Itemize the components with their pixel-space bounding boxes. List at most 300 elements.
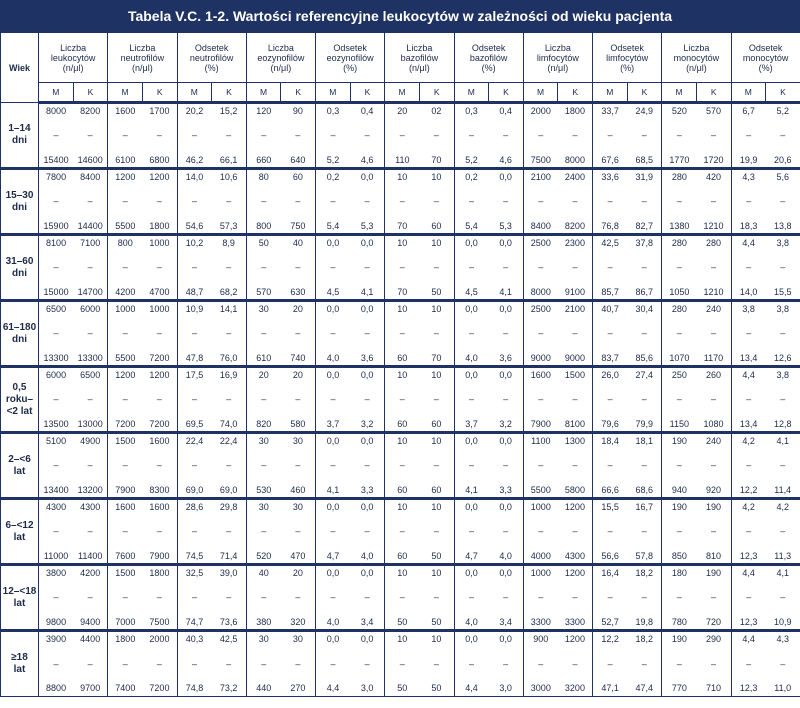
range-dash: – [641, 460, 647, 470]
range-min: 190 [671, 634, 687, 644]
column-group-header-line: bazofilów [400, 52, 439, 63]
range-dash: – [503, 592, 509, 602]
range-min: 4400 [80, 634, 101, 644]
range-dash: – [780, 658, 786, 669]
range-min: 10 [397, 501, 408, 512]
range-dash: – [87, 262, 93, 272]
range-max: 14600 [77, 154, 103, 165]
value-cell [385, 235, 420, 301]
value-cell [419, 169, 454, 235]
range-max: 8100 [564, 418, 585, 429]
age-group-label: lat [13, 597, 26, 609]
range-min: 29,8 [219, 501, 238, 512]
range-max: 20,6 [773, 154, 792, 165]
male-subheader: M [593, 83, 628, 103]
range-dash: – [469, 658, 475, 669]
range-max: 54,6 [185, 220, 204, 231]
range-max: 9100 [564, 286, 585, 297]
range-max: 4200 [115, 286, 136, 297]
age-group-cell [1, 367, 39, 433]
range-dash: – [433, 658, 439, 669]
range-dash: – [226, 262, 232, 272]
range-min: 0,0 [465, 237, 478, 248]
column-group-header-line: Odsetek [748, 42, 783, 53]
range-min: 10 [431, 435, 442, 446]
range-dash: – [710, 394, 716, 404]
range-min: 7100 [80, 237, 101, 248]
value-cell [593, 235, 628, 301]
range-dash: – [607, 328, 613, 338]
range-min: 18,2 [635, 567, 653, 578]
range-dash: – [53, 526, 59, 536]
range-dash: – [710, 592, 716, 602]
range-min: 40 [292, 237, 303, 248]
column-group-header-line: (n/μl) [409, 62, 430, 73]
value-cell [523, 433, 558, 499]
range-min: 10 [431, 303, 442, 314]
range-min: 0,0 [499, 237, 512, 248]
value-cell [108, 103, 143, 169]
range-min: 6000 [46, 369, 67, 380]
female-subheader: K [696, 83, 731, 103]
male-subheader: M [731, 83, 766, 103]
range-min: 1800 [115, 634, 136, 644]
range-dash: – [192, 658, 198, 669]
range-min: 10 [397, 567, 408, 578]
range-max: 60 [431, 220, 442, 231]
value-cell [523, 169, 558, 235]
range-max: 13,4 [739, 352, 758, 363]
range-max: 12,3 [739, 616, 758, 627]
range-max: 660 [256, 154, 272, 165]
range-max: 8200 [564, 220, 585, 231]
range-dash: – [746, 526, 752, 536]
age-group-label: 61–180 [2, 321, 37, 333]
range-min: 570 [705, 105, 721, 116]
range-min: 1800 [564, 105, 585, 116]
range-max: 70 [397, 286, 408, 297]
range-max: 12,8 [773, 418, 792, 429]
range-max: 1800 [149, 220, 170, 231]
range-max: 8000 [530, 286, 551, 297]
range-dash: – [433, 592, 439, 602]
value-cell [39, 565, 74, 631]
value-cell [142, 169, 177, 235]
value-cell [108, 433, 143, 499]
range-dash: – [122, 394, 128, 404]
range-dash: – [469, 262, 475, 272]
range-max: 4,0 [499, 550, 512, 561]
value-cell [489, 367, 524, 433]
value-cell [142, 433, 177, 499]
range-max: 9800 [46, 616, 67, 627]
range-max: 68,2 [219, 286, 238, 297]
range-dash: – [641, 394, 647, 404]
range-dash: – [710, 526, 716, 536]
range-dash: – [710, 130, 716, 140]
range-max: 50 [431, 683, 442, 693]
value-cell [454, 103, 489, 169]
value-cell [316, 433, 351, 499]
value-cell [385, 433, 420, 499]
range-max: 5,4 [326, 220, 340, 231]
table-row [1, 235, 800, 301]
range-dash: – [780, 526, 786, 536]
range-max: 1770 [669, 154, 690, 165]
range-max: 580 [290, 418, 306, 429]
value-cell [350, 235, 385, 301]
range-max: 4,0 [326, 616, 340, 627]
range-min: 280 [671, 171, 687, 182]
range-min: 4,4 [742, 634, 755, 644]
range-min: 10 [431, 634, 442, 644]
range-max: 67,6 [601, 154, 619, 165]
range-dash: – [399, 196, 405, 206]
range-dash: – [87, 592, 93, 602]
range-max: 4,0 [360, 550, 374, 561]
range-max: 12,2 [739, 484, 758, 495]
range-min: 0,0 [360, 435, 374, 446]
value-cell [523, 499, 558, 565]
range-max: 4,5 [465, 286, 478, 297]
range-dash: – [295, 196, 301, 206]
range-max: 14400 [77, 220, 103, 231]
value-cell [558, 103, 593, 169]
range-min: 0,0 [360, 237, 374, 248]
range-max: 13500 [43, 418, 69, 429]
range-max: 7200 [149, 352, 170, 363]
range-min: 42,5 [219, 634, 238, 644]
range-dash: – [676, 328, 682, 338]
range-dash: – [399, 658, 405, 669]
range-min: 0,0 [499, 435, 512, 446]
value-cell [696, 301, 731, 367]
range-dash: – [364, 328, 370, 338]
column-group-header [316, 33, 385, 83]
range-min: 8,9 [222, 237, 235, 248]
value-cell [696, 103, 731, 169]
range-dash: – [469, 130, 475, 140]
range-max: 5500 [530, 484, 551, 495]
range-min: 250 [671, 369, 687, 380]
range-max: 1210 [703, 220, 724, 231]
range-dash: – [676, 460, 682, 470]
column-group-header-line: bazofilów [469, 52, 508, 63]
range-min: 14,0 [185, 171, 204, 182]
value-cell [39, 103, 74, 169]
range-dash: – [192, 262, 198, 272]
column-group-header-line: limfocytów [606, 52, 649, 63]
range-dash: – [261, 460, 267, 470]
range-min: 1200 [115, 171, 136, 182]
range-min: 18,1 [635, 435, 653, 446]
range-min: 0,3 [465, 105, 478, 116]
range-max: 720 [705, 616, 721, 627]
age-group-label: 2–<6 [8, 453, 31, 465]
range-max: 79,6 [601, 418, 619, 429]
range-min: 4,4 [742, 237, 755, 248]
value-cell [385, 631, 420, 697]
range-dash: – [746, 196, 752, 206]
column-group-header-line: Liczba [683, 42, 710, 53]
value-cell [419, 235, 454, 301]
range-min: 20 [292, 567, 303, 578]
range-dash: – [780, 592, 786, 602]
value-cell [108, 301, 143, 367]
range-min: 1600 [530, 369, 551, 380]
range-max: 3000 [530, 683, 551, 693]
range-dash: – [295, 262, 301, 272]
range-min: 3900 [46, 634, 67, 644]
range-max: 1080 [703, 418, 724, 429]
range-min: 16,4 [601, 567, 619, 578]
range-min: 1300 [564, 435, 585, 446]
range-max: 6800 [149, 154, 170, 165]
range-dash: – [122, 526, 128, 536]
range-dash: – [399, 328, 405, 338]
column-group-header-line: Liczba [129, 42, 156, 53]
range-min: 5,6 [776, 171, 789, 182]
value-cell [316, 565, 351, 631]
range-min: 8400 [80, 171, 101, 182]
value-cell [489, 103, 524, 169]
range-dash: – [433, 262, 439, 272]
range-dash: – [122, 130, 128, 140]
range-max: 850 [671, 550, 687, 561]
range-dash: – [538, 460, 544, 470]
range-min: 33,6 [601, 171, 619, 182]
age-column-header: Wiek [1, 33, 39, 103]
male-subheader: M [39, 83, 74, 103]
range-min: 1200 [115, 369, 136, 380]
age-group-label: 15–30 [5, 189, 34, 201]
value-cell [73, 103, 108, 169]
range-max: 71,4 [219, 550, 238, 561]
range-dash: – [330, 328, 336, 338]
range-max: 73,6 [219, 616, 238, 627]
range-max: 270 [290, 683, 306, 693]
value-cell [39, 235, 74, 301]
range-min: 1500 [564, 369, 585, 380]
range-max: 740 [290, 352, 306, 363]
table-row [1, 169, 800, 235]
range-dash: – [364, 262, 370, 272]
range-min: 42,5 [601, 237, 619, 248]
value-cell [281, 499, 316, 565]
range-max: 4700 [149, 286, 170, 297]
value-cell [350, 631, 385, 697]
value-cell [39, 499, 74, 565]
range-max: 3,3 [499, 484, 512, 495]
range-max: 18,3 [739, 220, 758, 231]
range-max: 15,5 [773, 286, 792, 297]
range-max: 69,5 [185, 418, 204, 429]
range-min: 6,7 [742, 105, 755, 116]
value-cell [350, 565, 385, 631]
range-dash: – [226, 658, 232, 669]
age-group-cell [1, 499, 39, 565]
range-dash: – [469, 196, 475, 206]
range-min: 280 [671, 303, 687, 314]
range-max: 8300 [149, 484, 170, 495]
value-cell [593, 499, 628, 565]
range-dash: – [53, 460, 59, 470]
range-min: 40,3 [185, 634, 204, 644]
range-max: 68,5 [635, 154, 653, 165]
column-group-header [523, 33, 592, 83]
value-cell [281, 367, 316, 433]
range-dash: – [122, 658, 128, 669]
value-cell [350, 301, 385, 367]
range-dash: – [330, 130, 336, 140]
table-row [1, 631, 800, 697]
value-cell [212, 631, 247, 697]
value-cell [246, 565, 281, 631]
range-dash: – [226, 130, 232, 140]
range-min: 0,0 [499, 634, 512, 644]
range-min: 0,0 [499, 303, 512, 314]
range-min: 4,4 [742, 567, 755, 578]
range-max: 82,7 [635, 220, 653, 231]
range-max: 50 [431, 286, 442, 297]
range-min: 190 [705, 501, 721, 512]
range-max: 69,0 [219, 484, 238, 495]
range-dash: – [538, 328, 544, 338]
range-dash: – [469, 526, 475, 536]
range-max: 4,7 [465, 550, 478, 561]
range-max: 1150 [669, 418, 690, 429]
range-max: 14,0 [739, 286, 758, 297]
range-min: 18,2 [635, 634, 653, 644]
range-dash: – [572, 328, 578, 338]
value-cell [142, 631, 177, 697]
value-cell [281, 631, 316, 697]
range-max: 60 [397, 550, 408, 561]
range-max: 7200 [149, 418, 170, 429]
range-max: 50 [397, 683, 408, 693]
column-group-header [385, 33, 454, 83]
range-dash: – [192, 196, 198, 206]
range-min: 31,9 [635, 171, 653, 182]
range-dash: – [53, 658, 59, 669]
value-cell [212, 169, 247, 235]
value-cell [281, 565, 316, 631]
range-max: 74,7 [185, 616, 204, 627]
range-min: 3,8 [742, 303, 755, 314]
range-dash: – [364, 592, 370, 602]
range-min: 0,0 [465, 501, 478, 512]
range-max: 5500 [115, 352, 136, 363]
range-min: 60 [292, 171, 303, 182]
range-dash: – [261, 592, 267, 602]
value-cell [177, 103, 212, 169]
range-min: 0,0 [326, 303, 340, 314]
value-cell [593, 301, 628, 367]
range-dash: – [607, 526, 613, 536]
range-max: 5,3 [499, 220, 512, 231]
range-max: 11,3 [774, 550, 792, 561]
range-dash: – [295, 460, 301, 470]
range-dash: – [746, 394, 752, 404]
range-min: 0,2 [326, 171, 340, 182]
range-min: 02 [431, 105, 442, 116]
range-dash: – [746, 658, 752, 669]
value-cell [558, 169, 593, 235]
range-min: 17,5 [185, 369, 204, 380]
range-max: 74,5 [185, 550, 204, 561]
value-cell [627, 565, 662, 631]
age-group-label: ≥18 [11, 652, 28, 663]
range-min: 22,4 [219, 435, 238, 446]
value-cell [731, 235, 766, 301]
range-dash: – [87, 328, 93, 338]
value-cell [696, 499, 731, 565]
range-dash: – [607, 262, 613, 272]
range-max: 5,3 [360, 220, 374, 231]
value-cell [593, 169, 628, 235]
range-dash: – [364, 130, 370, 140]
range-min: 190 [671, 501, 687, 512]
range-dash: – [330, 658, 336, 669]
value-cell [316, 367, 351, 433]
range-max: 66,1 [219, 154, 238, 165]
range-dash: – [780, 196, 786, 206]
range-dash: – [710, 262, 716, 272]
range-max: 19,9 [739, 154, 758, 165]
range-max: 76,8 [601, 220, 619, 231]
value-cell [454, 433, 489, 499]
range-min: 6500 [46, 303, 67, 314]
value-cell [73, 631, 108, 697]
range-min: 4,4 [742, 369, 755, 380]
range-dash: – [295, 394, 301, 404]
value-cell [662, 631, 697, 697]
range-dash: – [295, 592, 301, 602]
range-dash: – [87, 130, 93, 140]
range-min: 2100 [564, 303, 585, 314]
range-max: 5,2 [326, 154, 340, 165]
value-cell [731, 565, 766, 631]
age-group-label: 6–<12 [5, 519, 34, 531]
range-dash: – [469, 328, 475, 338]
range-dash: – [469, 592, 475, 602]
range-dash: – [122, 262, 128, 272]
range-max: 60 [397, 418, 408, 429]
range-min: 20 [292, 369, 303, 380]
range-min: 1500 [115, 435, 136, 446]
range-dash: – [122, 196, 128, 206]
range-max: 11400 [78, 550, 103, 561]
value-cell [489, 565, 524, 631]
range-max: 3,7 [465, 418, 478, 429]
age-group-cell [1, 235, 39, 301]
range-dash: – [192, 130, 198, 140]
range-max: 7400 [115, 683, 136, 693]
value-cell [489, 499, 524, 565]
value-cell [39, 631, 74, 697]
range-min: 4,1 [776, 435, 789, 446]
range-dash: – [261, 196, 267, 206]
range-max: 12,6 [773, 352, 792, 363]
range-dash: – [503, 658, 509, 669]
range-min: 0,3 [326, 105, 340, 116]
range-max: 46,2 [185, 154, 204, 165]
range-max: 85,7 [601, 286, 619, 297]
range-dash: – [261, 130, 267, 140]
value-cell [177, 433, 212, 499]
range-max: 60 [397, 484, 408, 495]
range-min: 28,6 [185, 501, 204, 512]
